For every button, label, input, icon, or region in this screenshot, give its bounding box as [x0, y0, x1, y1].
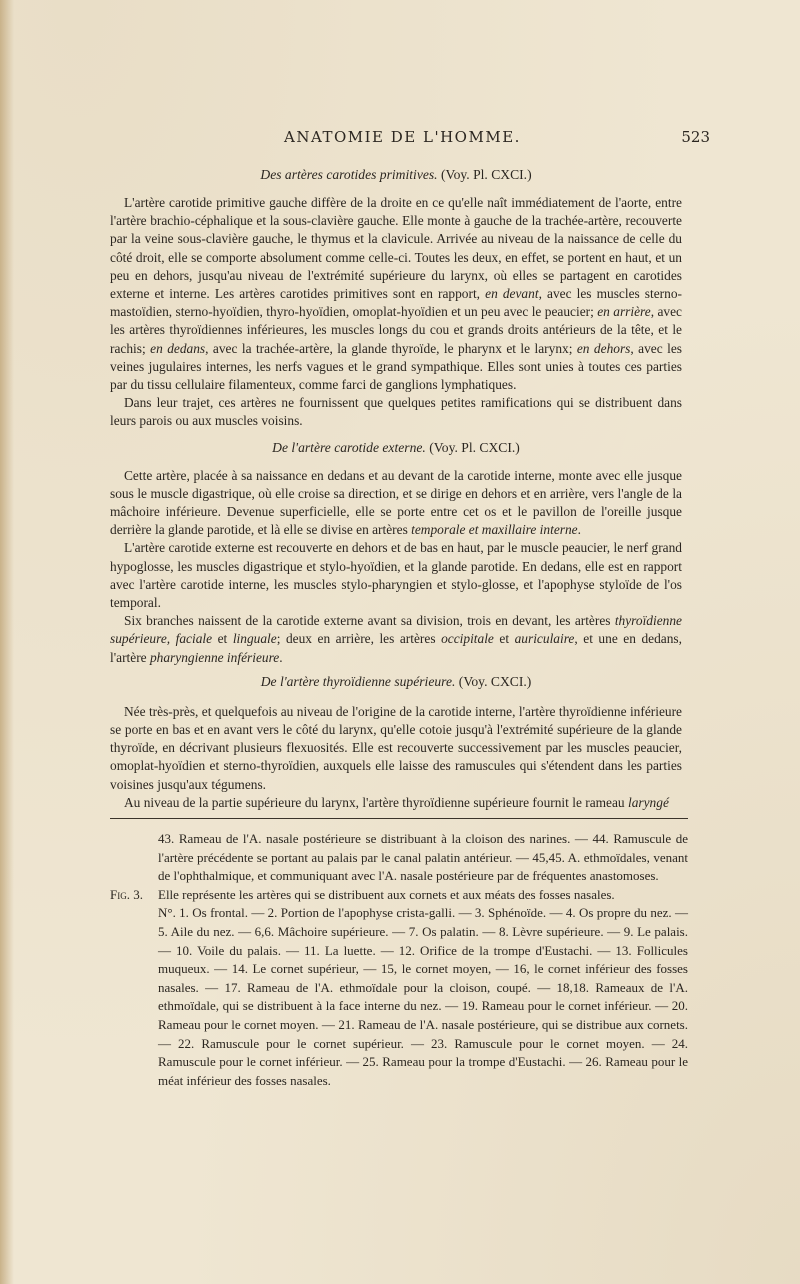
paragraph [110, 703, 682, 794]
italic-run: thyroïdienne supérieure, faciale [110, 613, 682, 647]
text-run: ; deux en arrière, les artères [276, 631, 442, 647]
text-run: . [279, 649, 283, 665]
paragraph [110, 539, 682, 612]
figure-legend: N°. 1. Os frontal. — 2. Portion de l'apophyse crista-galli. — 3. Sphénoïde. — 4. Os propre du nez. — 5. Aile du nez. — 6,6. Mâchoire supérieure. — 7. Os palatin. — 8. Lèvre supérieure. — 9. Le palais. — 10. Voile du palais. — 11. La luette. — 12. Orifice de la trompe d'Eustachi. — 13. Follicules muqueux. — 14. Le cornet supérieur, — 15, le cornet moyen, — 16, le cornet inférieur des fosses nasales. — 17. Rameau de l'A. ethmoïdale pour la cloison, coupé. — 18,18. Rameaux de l'A. ethmoïdale, qui se distribuent à la face interne du nez. — 19. Rameau pour le cornet inférieur. — 20. Rameau pour le cornet moyen. — 21. Rameau de l'A. nasale postérieure, qui se distribue aux cornets. — 22. Ramuscule pour le cornet supérieur. — 23. Ramuscule pour le cornet moyen. — 24. Ramuscule pour le cornet inférieur. — 25. Rameau pour la trompe d'Eustachi. — 26. Rameau pour le méat inférieur des fosses nasales. [158, 905, 688, 1088]
figure-caption [110, 886, 688, 905]
section-heading-carotides-primitives: Des artères carotides primitives. (Voy. Pl. CXCI.) [260, 167, 532, 182]
text-run: Dans leur trajet, ces artères ne fournissent que quelques petites ramifications qui se distribuent dans leurs parois ou aux muscles voisins. [110, 395, 682, 429]
italic-run: en dedans [150, 340, 206, 356]
section-heading-carotide-externe: De l'artère carotide externe. (Voy. Pl. CXCI.) [272, 439, 520, 455]
text-run: Née très-près, et quelquefois au niveau de l'origine de la carotide interne, l'artère thyroïdienne inférieure se porte en bas et en avant vers le côté du larynx, qu'elle cotoie jusqu'à l'extrémité supérieure de la glande thyroïde, en décrivant plusieurs flexuosités. Elle est recouverte successivement par les muscles peaucier, omoplat-hyoïdien et sterno-thyroïdien, auxquels elle laisse des ramuscules qui s'étendent dans les parties voisines jusqu'aux tégumens. [110, 703, 682, 792]
italic-run: pharyngienne inférieure [149, 649, 280, 665]
binding-edge [0, 0, 14, 1284]
running-title: ANATOMIE DE L'HOMME. [284, 128, 521, 146]
figure-label: Fig. 3. [110, 886, 143, 902]
text-run: , avec les muscles sterno-mastoïdien, sterno-hyoïdien, thyro-hyoïdien, omoplat-hyoïdien et un peu avec le peaucier; [110, 286, 682, 320]
text-run: , et une en dedans, l'artère [110, 631, 682, 665]
text-run: L'artère carotide externe est recouverte en dehors et de bas en haut, par le muscle peaucier, le nerf grand hypoglosse, les muscles digastrique et stylo-hyoïdien, et la glande parotide. En dedans, elle est en rapport avec l'artère carotide interne, les muscles stylo-pharyngien et stylo-glosse, et l'apophyse styloïde de l'os temporal. [110, 540, 682, 611]
note-continuation: 43. Rameau de l'A. nasale postérieure se distribuant à la cloison des narines. — 44. Ramuscule de l'artère précédente se portant au palais par le canal palatin antérieur. — 45,45. A. ethmoïdales, venant de l'ophthalmique, et communiquant avec l'A. nasale postérieure par de fréquentes anastomoses. [158, 831, 688, 884]
paragraph [110, 612, 682, 667]
italic-run: en devant [485, 286, 539, 302]
text-run: , avec les artères thyroïdiennes inférieures, les muscles longs du cou et grands droits antérieurs de la tête, et le rachis; [110, 304, 682, 356]
text-run: Cette artère, placée à sa naissance en dedans et au devant de la carotide interne, monte avec elle jusque sous le muscle digastrique, où elle croise sa direction, et se dirige en dehors et en arrière, vers l'angle de la mâchoire inférieure. Devenue superficielle, elle se porte entre cet os et le pavillon de l'oreille jusque derrière la glande parotide, et là elle se divise en artères [110, 467, 682, 538]
italic-run: en dehors [576, 340, 631, 356]
footnote-rule [110, 818, 688, 819]
text-run: et [212, 631, 233, 647]
text-run: Au niveau de la partie supérieure du larynx, l'artère thyroïdienne supérieure fournit le rameau [124, 794, 628, 810]
paragraph [110, 194, 682, 394]
main-text [110, 166, 682, 812]
italic-run: en arrière [597, 304, 651, 320]
text-run: , avec les veines jugulaires internes, les nerfs vagues et le grand sympathique. Elles sont unies à toutes ces parties par du tissu cellulaire filamenteux, comme farci de ganglions lymphatiques. [110, 340, 682, 393]
text-run: L'artère carotide primitive gauche diffère de la droite en ce qu'elle naît immédiatement de l'aorte, entre l'artère brachio-céphalique et la sous-clavière gauche. Elle monte à gauche de la trachée-artère, recouverte par la veine sous-clavière gauche, le thymus et la clavicule. Arrivée au niveau de la naissance de celle du côté droit, elle se comporte absolument comme celle-ci. Toutes les deux, en effet, se portent en haut, et un peu en dehors, jusqu'au niveau de l'extrémité supérieure du larynx, où elles se partagent en carotides externe et interne. Les artères carotides primitives sont en rapport, [110, 195, 682, 302]
page-number: 523 [681, 128, 710, 146]
paragraph [110, 467, 682, 540]
text-run: et [493, 631, 515, 647]
text-run: , avec la trachée-artère, la glande thyroïde, le pharynx et le larynx; [205, 340, 577, 356]
italic-run: auriculaire [514, 631, 575, 647]
italic-run: laryngé [627, 794, 669, 810]
italic-run: temporale et maxillaire interne [411, 522, 578, 538]
figure-caption-text: Elle représente les artères qui se distribuent aux cornets et aux méats des fosses nasales. [158, 886, 615, 902]
text-run: Six branches naissent de la carotide externe avant sa division, trois en devant, les artères [124, 613, 615, 629]
section-heading-thyroidienne-superieure: De l'artère thyroïdienne supérieure. (Voy. CXCI.) [260, 673, 532, 689]
italic-run: occipitale [441, 631, 494, 647]
paragraph [110, 394, 682, 430]
text-run: . [577, 522, 581, 538]
italic-run: linguale [232, 631, 277, 647]
plate-notes [110, 830, 688, 1090]
paragraph [110, 794, 682, 812]
